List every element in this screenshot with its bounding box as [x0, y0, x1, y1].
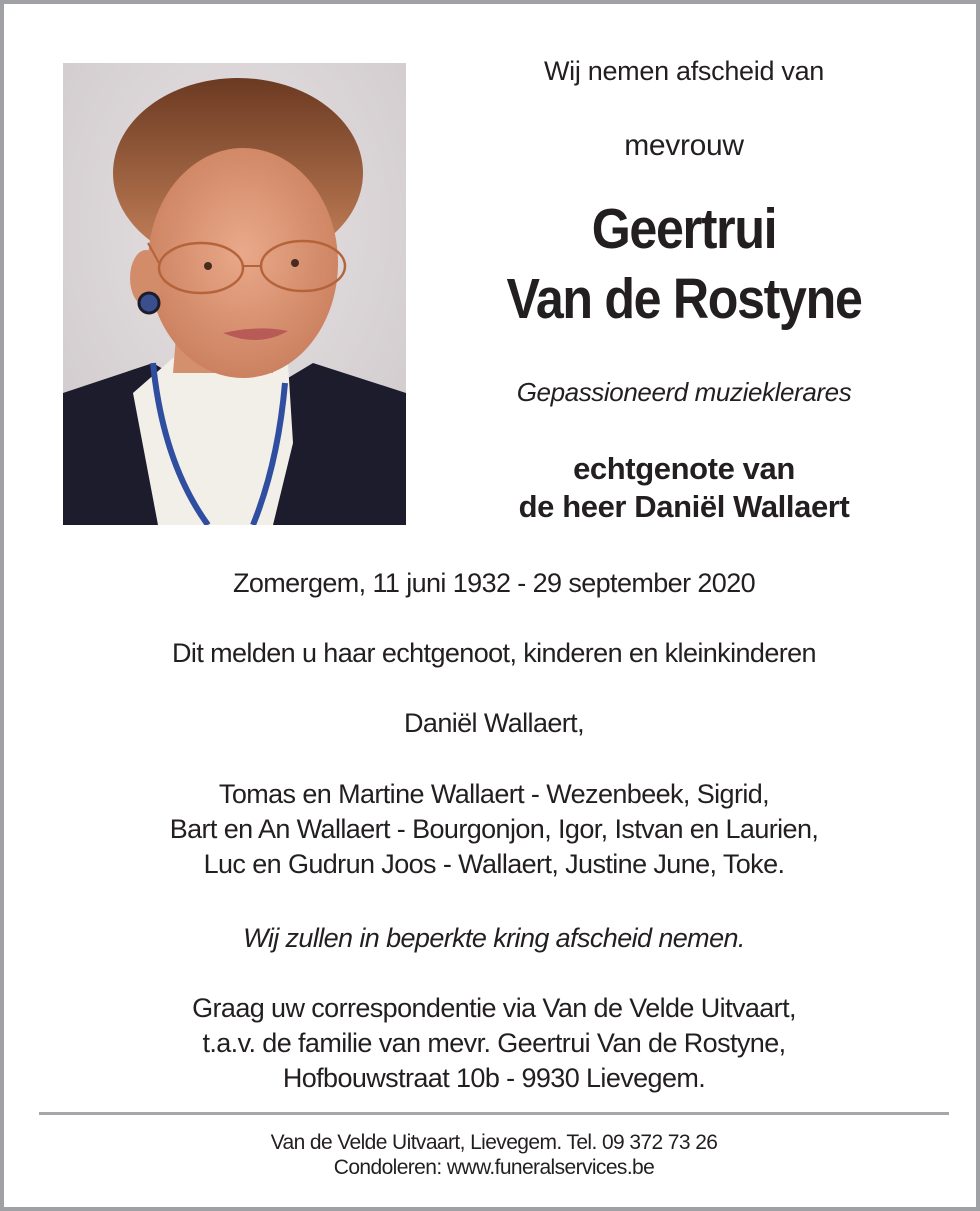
tagline: Gepassioneerd muzieklerares — [516, 377, 852, 407]
intro-text: Wij nemen afscheid van — [543, 56, 825, 86]
first-name: Geertrui — [591, 197, 777, 261]
deceased-name — [482, 194, 887, 334]
spouse-block — [454, 450, 914, 526]
family-line: Tomas en Martine Wallaert - Wezenbeek, Sigrid, — [218, 779, 770, 809]
footer — [4, 1130, 980, 1180]
funeral-home-contact: Van de Velde Uitvaart, Lievegem. Tel. 09 372 73 26 — [270, 1131, 718, 1154]
correspondence-line: Graag uw correspondentie via Van de Velde Uitvaart, — [192, 993, 796, 1023]
last-name: Van de Rostyne — [506, 267, 862, 331]
husband-name: Daniël Wallaert, — [404, 708, 584, 738]
condolence-link[interactable]: Condoleren: www.funeralservices.be — [333, 1156, 655, 1179]
announcement: Dit melden u haar echtgenoot, kinderen en kleinkinderen — [172, 638, 816, 668]
farewell-note: Wij zullen in beperkte kring afscheid nemen. — [243, 923, 745, 953]
correspondence-line: t.a.v. de familie van mevr. Geertrui Van de Rostyne, — [202, 1028, 786, 1058]
portrait-image — [63, 63, 406, 525]
spouse-line-2: de heer Daniël Wallaert — [518, 489, 850, 524]
family-list — [4, 777, 980, 882]
family-line: Luc en Gudrun Joos - Wallaert, Justine June, Toke. — [203, 849, 785, 879]
honorific: mevrouw — [624, 129, 744, 162]
footer-divider — [39, 1112, 949, 1115]
family-line: Bart en An Wallaert - Bourgonjon, Igor, Istvan en Laurien, — [169, 814, 819, 844]
correspondence-line: Hofbouwstraat 10b - 9930 Lievegem. — [282, 1063, 706, 1093]
life-dates: Zomergem, 11 juni 1932 - 29 september 2020 — [232, 568, 756, 598]
portrait-photo — [63, 63, 406, 525]
correspondence-block — [4, 991, 980, 1096]
spouse-line-1: echtgenote van — [573, 451, 795, 486]
